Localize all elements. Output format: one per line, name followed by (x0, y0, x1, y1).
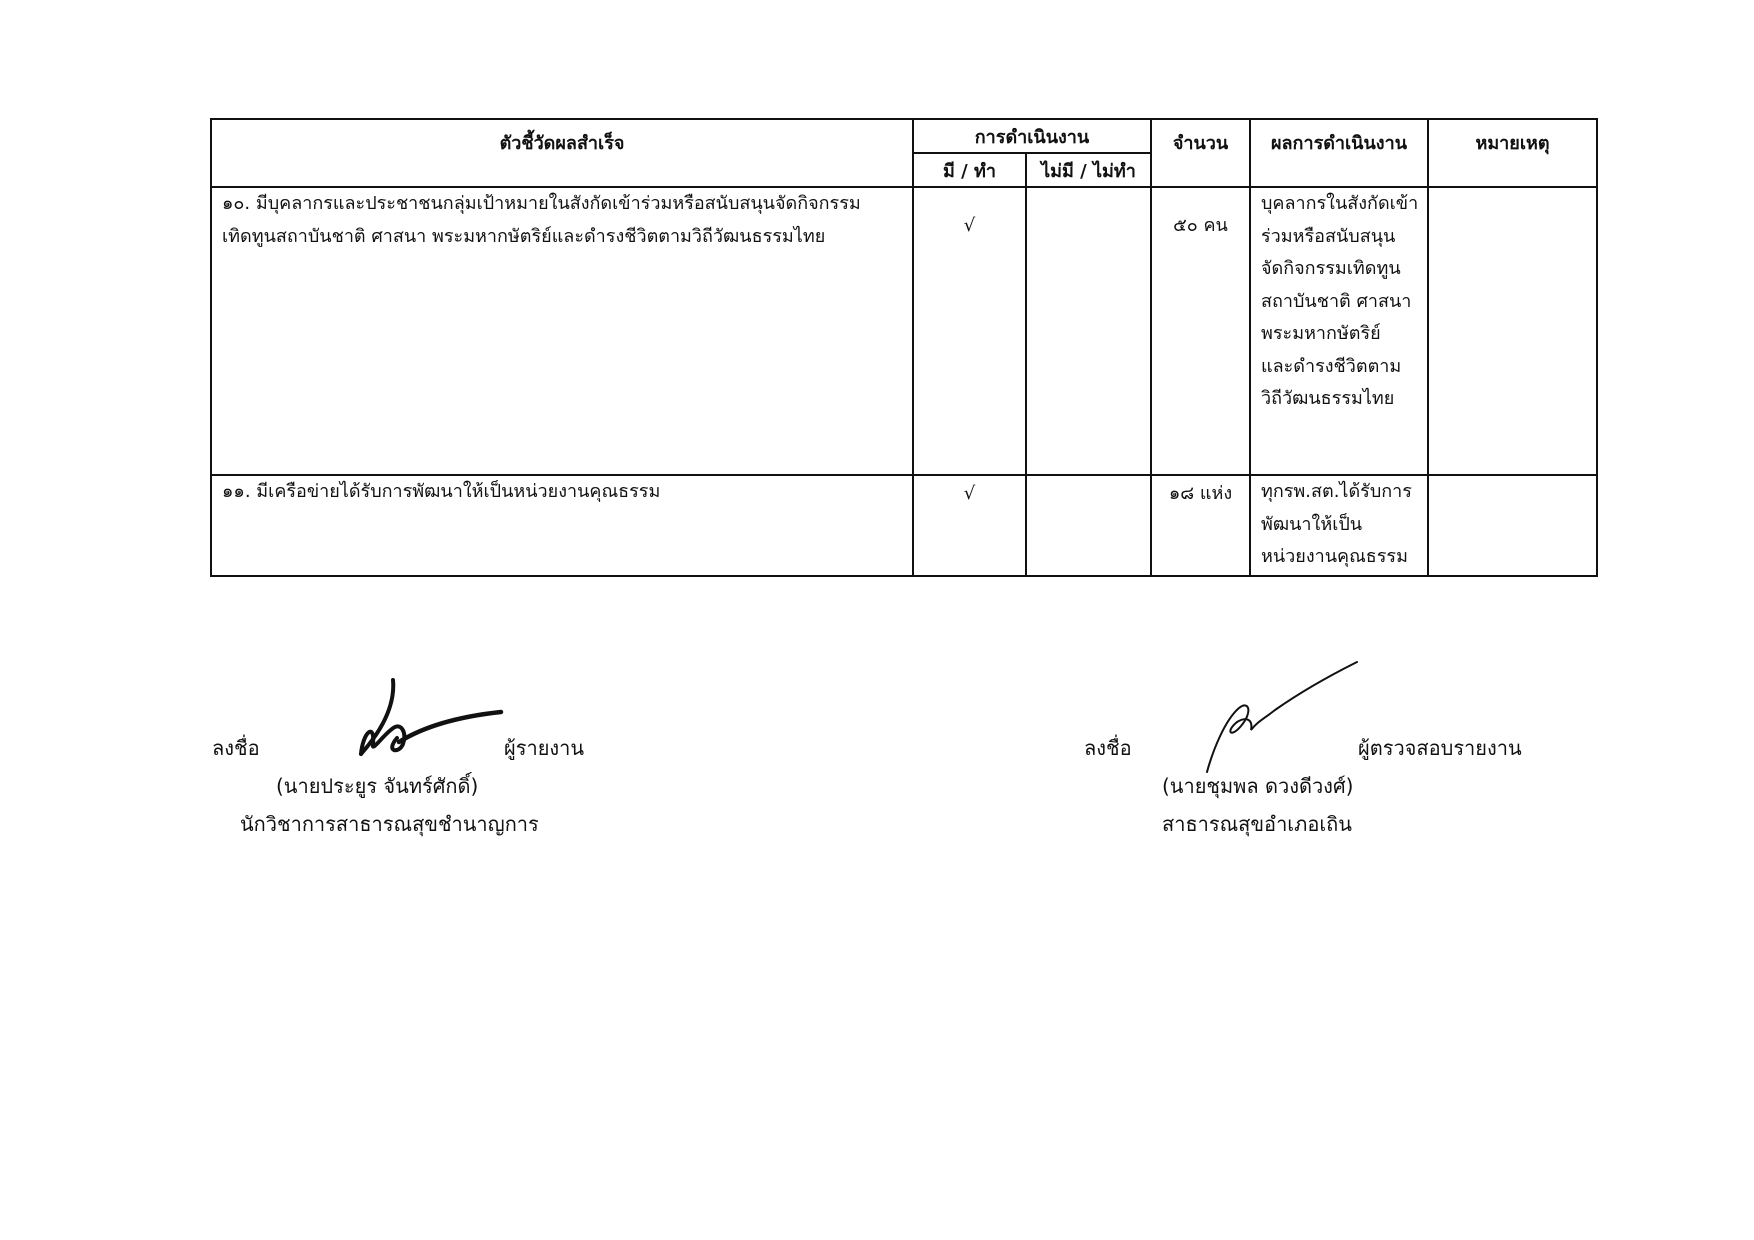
count-cell: ๕๐ คน (1151, 187, 1250, 475)
result-line: วิถีวัฒนธรรมไทย (1261, 388, 1395, 409)
result-line: สถาบันชาติ ศาสนา (1261, 290, 1412, 312)
result-line: จัดกิจกรรมเทิดทูน (1261, 258, 1401, 279)
header-operation: การดำเนินงาน (913, 119, 1151, 153)
indicator-text: ๑๐. มีบุคลากรและประชาชนกลุ่มเป้าหมายในสังกัดเข้าร่วมหรือสนับสนุนจัดกิจกรรม เทิดทูนสถาบันชาติ ศาสนา พระมหากษัตริย์และดำรงชีวิตตามวิถีวัฒนธรรมไทย (222, 193, 861, 247)
table-row (211, 475, 1597, 576)
result-line: บุคลากรในสังกัดเข้า (1261, 193, 1419, 214)
indicator-text: ๑๑. มีเครือข่ายได้รับการพัฒนาให้เป็นหน่วยงานคุณธรรม (222, 481, 661, 502)
reporter-signature-image (355, 672, 505, 762)
result-cell (1250, 475, 1428, 576)
reporter-position: นักวิชาการสาธารณสุขชำนาญการ (240, 812, 539, 836)
result-cell (1250, 187, 1428, 475)
indicator-cell (211, 187, 913, 475)
header-result: ผลการดำเนินงาน (1250, 119, 1428, 187)
indicator-cell (211, 475, 913, 576)
reviewer-signature-image (1195, 660, 1365, 780)
not-done-mark (1026, 475, 1151, 576)
header-indicator: ตัวชี้วัดผลสำเร็จ (211, 119, 913, 187)
result-line: ร่วมหรือสนับสนุน (1261, 225, 1396, 247)
result-line: และดำรงชีวิตตาม (1261, 355, 1402, 377)
reviewer-position: สาธารณสุขอำเภอเถิน (1162, 812, 1352, 836)
result-line: ทุกรพ.สต.ได้รับการ (1261, 481, 1412, 502)
reporter-name: (นายประยูร จันทร์ศักดิ์) (276, 774, 479, 798)
result-line: พระมหากษัตริย์ (1261, 323, 1381, 344)
reporter-sign-label: ลงชื่อ (212, 736, 260, 760)
table-row (211, 187, 1597, 475)
reviewer-name: (นายชุมพล ดวงดีวงศ์) (1162, 774, 1354, 798)
not-done-mark (1026, 187, 1151, 475)
reviewer-role-label: ผู้ตรวจสอบรายงาน (1358, 736, 1522, 760)
result-line: หน่วยงานคุณธรรม (1261, 546, 1408, 567)
has-done-mark: √ (913, 187, 1026, 475)
remark-cell (1428, 475, 1597, 576)
header-not-done: ไม่มี / ไม่ทำ (1026, 153, 1151, 187)
header-remark: หมายเหตุ (1428, 119, 1597, 187)
header-count: จำนวน (1151, 119, 1250, 187)
remark-cell (1428, 187, 1597, 475)
count-cell: ๑๘ แห่ง (1151, 475, 1250, 576)
performance-table (210, 118, 1598, 577)
reviewer-sign-label: ลงชื่อ (1084, 736, 1132, 760)
reporter-role-label: ผู้รายงาน (504, 736, 585, 760)
header-has-done: มี / ทำ (913, 153, 1026, 187)
result-line: พัฒนาให้เป็น (1261, 513, 1363, 535)
has-done-mark: √ (913, 475, 1026, 576)
